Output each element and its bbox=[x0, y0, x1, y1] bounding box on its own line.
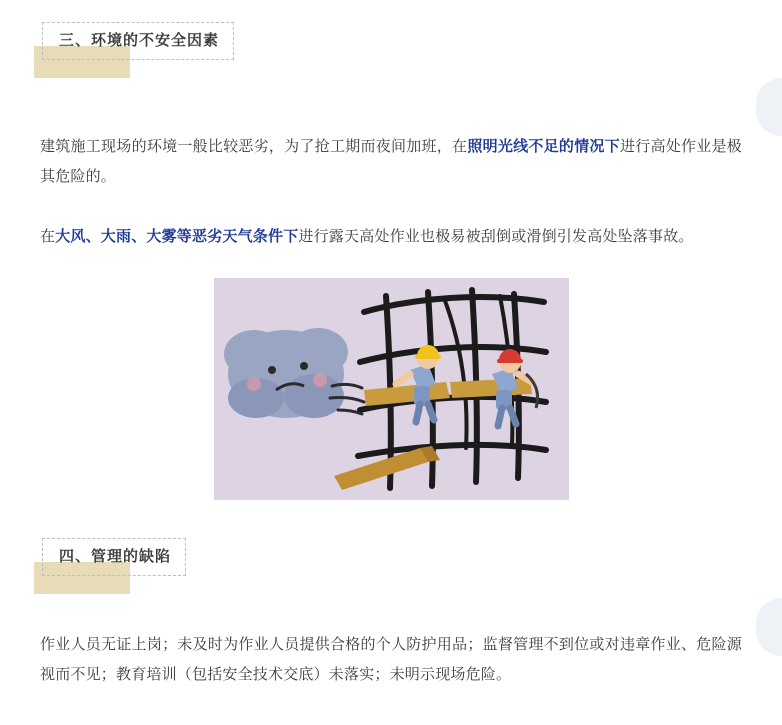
paragraph-run-plain: 在 bbox=[40, 228, 56, 245]
section-three-illustration bbox=[214, 278, 569, 500]
section-three-paragraph-1 bbox=[40, 132, 742, 192]
paragraph-run-highlight: 大风、大雨、大雾等恶劣天气条件下 bbox=[55, 228, 299, 245]
section-three-heading-text: 三、环境的不安全因素 bbox=[59, 32, 220, 49]
section-three-paragraph-2 bbox=[40, 222, 742, 252]
paragraph-run-plain: 作业人员无证上岗；未及时为作业人员提供合格的个人防护用品；监督管理不到位或对违章作业、危险源视而不见；教育培训（包括安全技术交底）未落实；未明示现场危险。 bbox=[40, 636, 742, 683]
section-four-heading-wrap bbox=[40, 500, 742, 596]
heading-dashed-box bbox=[42, 538, 186, 576]
section-four-heading bbox=[42, 538, 186, 576]
paragraph-run-plain: 进行露天高处作业也极易被刮倒或滑倒引发高处坠落事故。 bbox=[298, 228, 694, 245]
decorative-arc-icon bbox=[756, 598, 782, 656]
scaffold-wind-illustration-icon bbox=[214, 278, 569, 500]
section-four-paragraph-1 bbox=[40, 630, 742, 690]
decorative-arc-icon bbox=[756, 78, 782, 136]
heading-dashed-box bbox=[42, 22, 234, 60]
section-three-heading-wrap bbox=[40, 0, 742, 80]
paragraph-run-plain: 建筑施工现场的环境一般比较恶劣，为了抢工期而夜间加班，在 bbox=[40, 138, 468, 155]
section-three-heading bbox=[42, 22, 234, 60]
paragraph-run-highlight: 照明光线不足的情况下 bbox=[467, 138, 620, 155]
paragraph-run-plain: 进行高处作业是极其危险的。 bbox=[40, 138, 742, 185]
section-four-heading-text: 四、管理的缺陷 bbox=[59, 548, 172, 565]
